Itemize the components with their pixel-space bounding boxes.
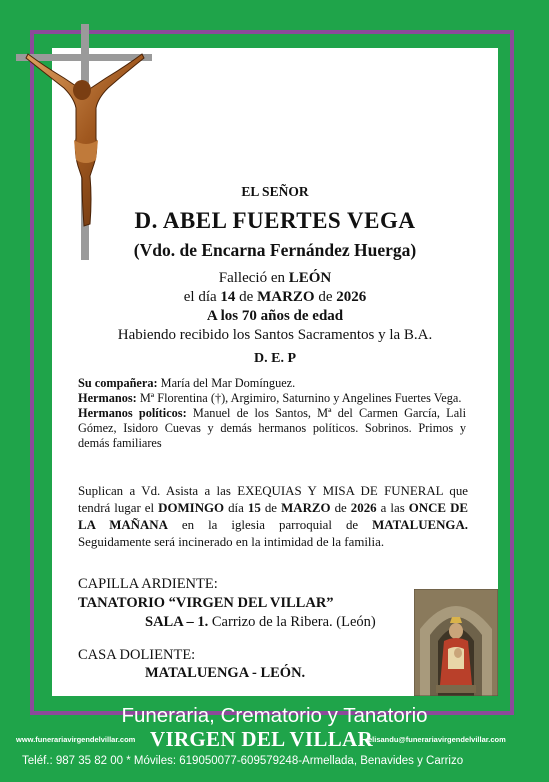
deceased-name: D. ABEL FUERTES VEGA: [134, 208, 416, 233]
age-line: A los 70 años de edad: [206, 308, 344, 324]
death-year: 2026: [336, 289, 367, 305]
virgin-statue-icon: [414, 589, 498, 696]
footer-phones: Teléf.: 987 35 82 00 * Móviles: 619050077-609579248-Armellada, Benavides y Carrizo: [22, 755, 464, 767]
funeral-text-4: de: [330, 501, 351, 515]
inlaws-value: Manuel de los Santos, Mª del Carmen García, Lali Gómez, Isidoro Cuevas y demás hermanos políticos. Sobrinos. Primos y demás familiares: [78, 406, 466, 450]
funeral-text-2: día: [224, 501, 248, 515]
funeral-day: 15: [247, 501, 261, 515]
death-place: LEÓN: [288, 270, 332, 286]
death-month: MARZO: [257, 289, 315, 305]
widower-line: (Vdo. de Encarna Fernández Huerga): [133, 240, 417, 260]
rip-line: D. E. P: [254, 351, 296, 366]
siblings-line: [78, 391, 466, 406]
funeral-text-7: Seguidamente será incinerado en la intimidad de la familia.: [78, 535, 385, 549]
footer-title: Funeraria, Crematorio y Tanatorio: [121, 704, 428, 727]
chapel-room-line: [145, 613, 376, 631]
funeral-text-1: Suplican a Vd. Asista a las EXEQUIAS Y MISA DE FUNERAL que tendrá lugar el: [78, 484, 468, 515]
date-prefix: el día: [183, 289, 221, 305]
death-date-line: [52, 289, 498, 306]
death-day: 14: [220, 289, 236, 305]
companion-label: Su compañera:: [78, 376, 158, 390]
chapel-label: CAPILLA ARDIENTE:: [78, 576, 218, 592]
date-de-2: de: [314, 289, 337, 305]
date-de-1: de: [235, 289, 258, 305]
footer-brand: VIRGEN DEL VILLAR: [150, 727, 373, 751]
crucifix-icon: [24, 48, 146, 228]
footer-website[interactable]: www.funerariavirgendelvillar.com: [16, 735, 136, 744]
sacraments-line: Habiendo recibido los Santos Sacramentos y la B.A.: [117, 327, 433, 343]
funeral-year: 2026: [350, 501, 377, 515]
siblings-value: Mª Florentina (†), Argimiro, Saturnino y Angelines Fuertes Vega.: [136, 391, 462, 405]
family-section: [78, 376, 466, 451]
funeral-text-6: en la iglesia parroquial de: [167, 518, 373, 532]
funeral-text-3: de: [260, 501, 282, 515]
death-place-text: Falleció en: [218, 270, 289, 286]
funeral-weekday: DOMINGO: [158, 501, 225, 515]
home-value: MATALUENGA - LEÓN.: [145, 665, 306, 681]
funeral-time: ONCE DE LA MAÑANA: [78, 501, 468, 532]
inlaws-line: [78, 406, 466, 451]
funeral-month: MARZO: [281, 501, 331, 515]
chapel-location: Carrizo de la Ribera. (León): [208, 614, 376, 630]
companion-line: [78, 376, 466, 391]
death-place-line: [52, 270, 498, 287]
chapel-name: TANATORIO “VIRGEN DEL VILLAR”: [78, 595, 334, 611]
siblings-label: Hermanos:: [78, 391, 137, 405]
home-label: CASA DOLIENTE:: [78, 647, 196, 663]
title-prefix: EL SEÑOR: [241, 184, 309, 199]
funeral-paragraph: [78, 483, 468, 551]
funeral-town: MATALUENGA.: [372, 518, 468, 532]
inlaws-label: Hermanos políticos:: [78, 406, 187, 420]
footer-email[interactable]: elisandu@funerariavirgendelvillar.com: [368, 735, 506, 744]
chapel-room: SALA – 1.: [145, 614, 209, 630]
funeral-text-5: a las: [376, 501, 409, 515]
companion-value: María del Mar Domínguez.: [157, 376, 296, 390]
